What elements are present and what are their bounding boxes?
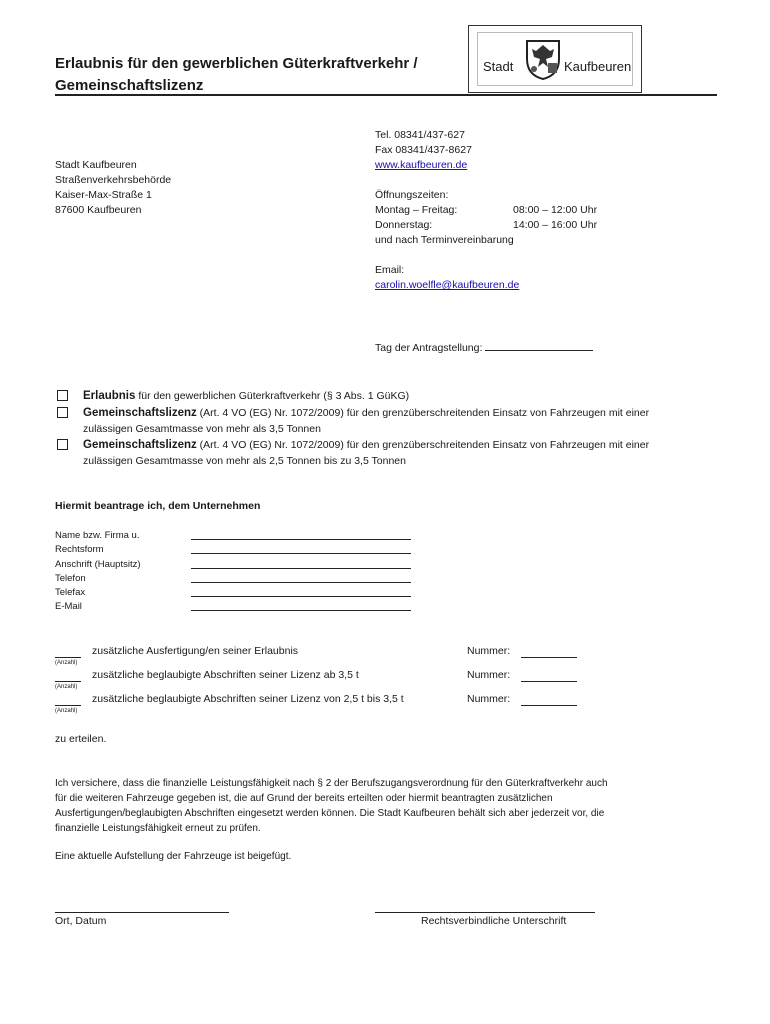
count-input[interactable]: [55, 645, 81, 658]
count-input[interactable]: [55, 693, 81, 706]
field-input-telefon[interactable]: [191, 572, 411, 583]
number-label: Nummer:: [467, 645, 511, 657]
company-heading: Hiermit beantrage ich, dem Unternehmen: [55, 500, 261, 512]
copy-label: zusätzliche beglaubigte Abschriften seiner Lizenz von 2,5 t bis 3,5 t: [92, 693, 404, 705]
email-label: Email:: [375, 264, 405, 276]
thursday-label: Donnerstag:: [375, 219, 433, 231]
email-link[interactable]: carolin.woelfle@kaufbeuren.de: [375, 279, 520, 291]
declaration-line: Ich versichere, dass die finanzielle Leistungsfähigkeit nach § 2 der Berufszugangsverordnung für den Güterkraftverkehr auch: [55, 778, 608, 789]
field-label-anschrift: Anschrift (Hauptsitz): [55, 558, 141, 570]
checkbox-lizenz-25[interactable]: [57, 439, 68, 450]
opening-hours-label: Öffnungszeiten:: [375, 189, 449, 201]
option-title: Erlaubnis: [83, 390, 136, 402]
website-link[interactable]: www.kaufbeuren.de: [375, 159, 468, 171]
title-line-2: Gemeinschaftslizenz: [55, 77, 204, 94]
field-label-rechtsform: Rechtsform: [55, 544, 104, 556]
fax: Fax 08341/437-8627: [375, 144, 472, 156]
coat-of-arms-icon: [524, 37, 562, 81]
page-title: [55, 53, 475, 97]
authority-address: [55, 158, 171, 218]
application-date-label: Tag der Antragstellung:: [375, 342, 483, 354]
vehicles-note: Eine aktuelle Aufstellung der Fahrzeuge ist beigefügt.: [55, 851, 292, 862]
option-text: (Art. 4 VO (EG) Nr. 1072/2009) für den grenzüberschreitenden Einsatz von Fahrzeugen mit einer: [196, 407, 650, 419]
logo-word-stadt: Stadt: [483, 59, 514, 74]
option-text: für den gewerblichen Güterkraftverkehr (§ 3 Abs. 1 GüKG): [135, 390, 410, 402]
field-input-telefax[interactable]: [191, 586, 411, 597]
number-input[interactable]: [521, 693, 577, 706]
grant-text: zu erteilen.: [55, 733, 107, 745]
count-label: (Anzahl): [55, 684, 78, 690]
signature-field[interactable]: [375, 900, 595, 913]
appointment-note: und nach Terminvereinbarung: [375, 234, 514, 246]
address-line: Stadt Kaufbeuren: [55, 159, 137, 171]
count-label: (Anzahl): [55, 660, 78, 666]
address-line: Kaiser-Max-Straße 1: [55, 189, 152, 201]
number-input[interactable]: [521, 669, 577, 682]
declaration-line: finanzielle Leistungsfähigkeit erneut zu prüfen.: [55, 823, 261, 834]
signature-label: Rechtsverbindliche Unterschrift: [421, 915, 567, 927]
option-title: Gemeinschaftslizenz: [83, 439, 197, 451]
field-input-anschrift[interactable]: [191, 558, 411, 569]
copy-row: [55, 669, 615, 693]
field-label-name: Name bzw. Firma u.: [55, 530, 140, 541]
phone: Tel. 08341/437-627: [375, 129, 465, 141]
field-input-email[interactable]: [191, 600, 411, 611]
title-line-1: Erlaubnis für den gewerblichen Güterkraftverkehr /: [55, 55, 418, 72]
field-label-email: E-Mail: [55, 601, 82, 613]
count-input[interactable]: [55, 669, 81, 682]
number-input[interactable]: [521, 645, 577, 658]
copy-row: [55, 693, 615, 717]
copy-label: zusätzliche beglaubigte Abschriften seiner Lizenz ab 3,5 t: [92, 669, 359, 681]
field-input-name[interactable]: [191, 529, 411, 540]
option-text: (Art. 4 VO (EG) Nr. 1072/2009) für den grenzüberschreitenden Einsatz von Fahrzeugen mit einer: [196, 439, 650, 451]
option-lizenz-25: [57, 437, 717, 471]
number-label: Nummer:: [467, 669, 511, 681]
checkbox-erlaubnis[interactable]: [57, 390, 68, 401]
mon-fri-label: Montag – Freitag:: [375, 204, 458, 216]
field-label-telefax: Telefax: [55, 587, 86, 599]
checkbox-lizenz-35[interactable]: [57, 407, 68, 418]
option-erlaubnis: [57, 388, 717, 406]
field-input-rechtsform[interactable]: [191, 543, 411, 554]
number-label: Nummer:: [467, 693, 511, 705]
declaration-line: Ausfertigungen/beglaubigten Abschriften eingesetzt werden können. Die Stadt Kaufbeuren behält sich aber jederzeit vor, die: [55, 808, 605, 819]
option-title: Gemeinschaftslizenz: [83, 407, 197, 419]
city-logo: [468, 25, 642, 93]
address-line: Straßenverkehrsbehörde: [55, 174, 172, 186]
thursday-time: 14:00 – 16:00 Uhr: [513, 219, 598, 231]
option-lizenz-35: [57, 405, 717, 439]
logo-word-kaufbeuren: Kaufbeuren: [564, 59, 632, 74]
application-date-field[interactable]: [485, 339, 593, 351]
copy-row: [55, 645, 615, 669]
field-label-telefon: Telefon: [55, 572, 86, 584]
option-text-line2: zulässigen Gesamtmasse von mehr als 3,5 Tonnen: [83, 423, 321, 435]
company-fields: [55, 529, 415, 615]
option-text-line2: zulässigen Gesamtmasse von mehr als 2,5 Tonnen bis zu 3,5 Tonnen: [83, 455, 406, 467]
count-label: (Anzahl): [55, 708, 78, 714]
place-date-label: Ort, Datum: [55, 915, 107, 927]
application-date: [375, 339, 593, 356]
header-divider: [55, 94, 717, 96]
copy-label: zusätzliche Ausfertigung/en seiner Erlaubnis: [92, 645, 299, 657]
address-line: 87600 Kaufbeuren: [55, 204, 142, 216]
place-date-field[interactable]: [55, 900, 229, 913]
contact-block: [375, 128, 715, 293]
declaration-line: für die weiteren Fahrzeuge gegeben ist, die auf Grund der bereits erteilten oder hiermit beantragten zusätzlichen: [55, 793, 553, 804]
mon-fri-time: 08:00 – 12:00 Uhr: [513, 204, 598, 216]
declaration-paragraph: [55, 776, 720, 836]
